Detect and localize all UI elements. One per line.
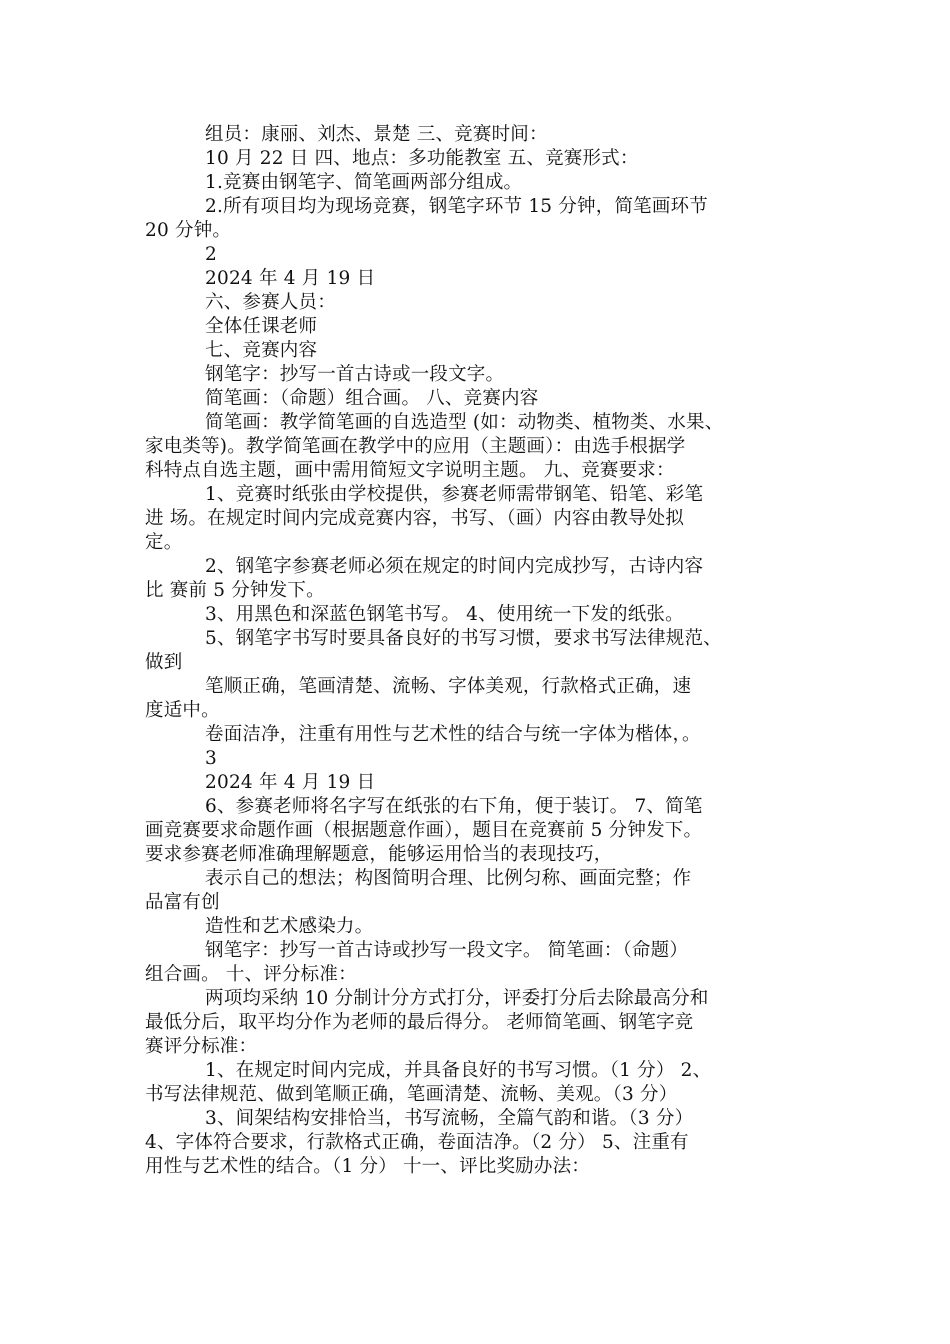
text-line: 六、参赛人员： (205, 292, 336, 313)
text-line: 6、参赛老师将名字写在纸张的右下角，便于装订。 7、简笔 (205, 796, 703, 817)
text-line: 10 月 22 日 四、地点：多功能教室 五、竞赛形式： (205, 148, 639, 169)
text-line: 书写法律规范、做到笔顺正确，笔画清楚、流畅、美观。（3 分） (145, 1084, 678, 1105)
text-line: 最低分后，取平均分作为老师的最后得分。 老师简笔画、钢笔字竞 (145, 1012, 694, 1033)
text-line: 2.所有项目均为现场竞赛，钢笔字环节 15 分钟，简笔画环节 (205, 196, 708, 217)
text-line: 简笔画：（命题）组合画。 八、竞赛内容 (205, 388, 539, 409)
text-line: 画竞赛要求命题作画（根据题意作画），题目在竞赛前 5 分钟发下。 (145, 820, 703, 841)
text-line: 用性与艺术性的结合。（1 分） 十一、评比奖励办法： (145, 1156, 590, 1177)
text-line: 3、用黑色和深蓝色钢笔书写。 4、使用统一下发的纸张。 (205, 604, 684, 625)
text-line: 20 分钟。 (145, 220, 232, 241)
text-line: 造性和艺术感染力。 (205, 916, 374, 937)
text-line: 1、竞赛时纸张由学校提供，参赛老师需带钢笔、铅笔、彩笔 (205, 484, 704, 505)
text-line: 组合画。 十、评分标准： (145, 964, 357, 985)
text-line: 2024 年 4 月 19 日 (205, 772, 376, 793)
text-line: 全体任课老师 (205, 316, 318, 337)
text-line: 3 (205, 748, 217, 769)
text-line: 科特点自选主题，画中需用简短文字说明主题。 九、竞赛要求： (145, 460, 675, 481)
text-line: 4、字体符合要求，行款格式正确，卷面洁净。（2 分） 5、注重有 (145, 1132, 689, 1153)
text-line: 2、钢笔字参赛老师必须在规定的时间内完成抄写，古诗内容 (205, 556, 704, 577)
text-line: 比 赛前 5 分钟发下。 (145, 580, 325, 601)
text-line: 家电类等)。教学简笔画在教学中的应用（主题画）：由选手根据学 (145, 436, 686, 457)
document-body (145, 123, 813, 1179)
text-line: 做到 (145, 652, 183, 673)
text-line: 简笔画：教学简笔画的自选造型 (如：动物类、植物类、水果、 (205, 412, 724, 433)
text-line: 2 (205, 244, 217, 265)
text-line: 进 场。在规定时间内完成竞赛内容，书写、（画）内容由教导处拟 (145, 508, 685, 529)
text-line: 定。 (145, 532, 183, 553)
text-line: 5、钢笔字书写时要具备良好的书写习惯，要求书写法律规范、 (205, 628, 722, 649)
text-line: 赛评分标准： (145, 1036, 258, 1057)
text-line: 笔顺正确，笔画清楚、流畅、字体美观，行款格式正确，速 (205, 676, 692, 697)
text-line: 钢笔字：抄写一首古诗或一段文字。 (205, 364, 505, 385)
text-line: 两项均采纳 10 分制计分方式打分，评委打分后去除最高分和 (205, 988, 709, 1009)
text-line: 3、间架结构安排恰当，书写流畅，全篇气韵和谐。（3 分） (205, 1108, 694, 1129)
text-line: 表示自己的想法；构图简明合理、比例匀称、画面完整；作 (205, 868, 692, 889)
text-line: 2024 年 4 月 19 日 (205, 268, 376, 289)
text-line: 1.竞赛由钢笔字、简笔画两部分组成。 (205, 172, 523, 193)
text-line: 要求参赛老师准确理解题意，能够运用恰当的表现技巧， (145, 844, 613, 865)
text-line: 钢笔字：抄写一首古诗或抄写一段文字。 简笔画：（命题） (205, 940, 689, 961)
text-line: 度适中。 (145, 700, 220, 721)
text-line: 卷面洁净，注重有用性与艺术性的结合与统一字体为楷体，。 (205, 724, 701, 745)
text-line: 品富有创 (145, 892, 220, 913)
text-line: 组员：康丽、刘杰、景楚 三、竞赛时间： (205, 124, 548, 145)
text-line: 七、竞赛内容 (205, 340, 318, 361)
text-line: 1、在规定时间内完成，并具备良好的书写习惯。（1 分） 2、 (205, 1060, 712, 1081)
